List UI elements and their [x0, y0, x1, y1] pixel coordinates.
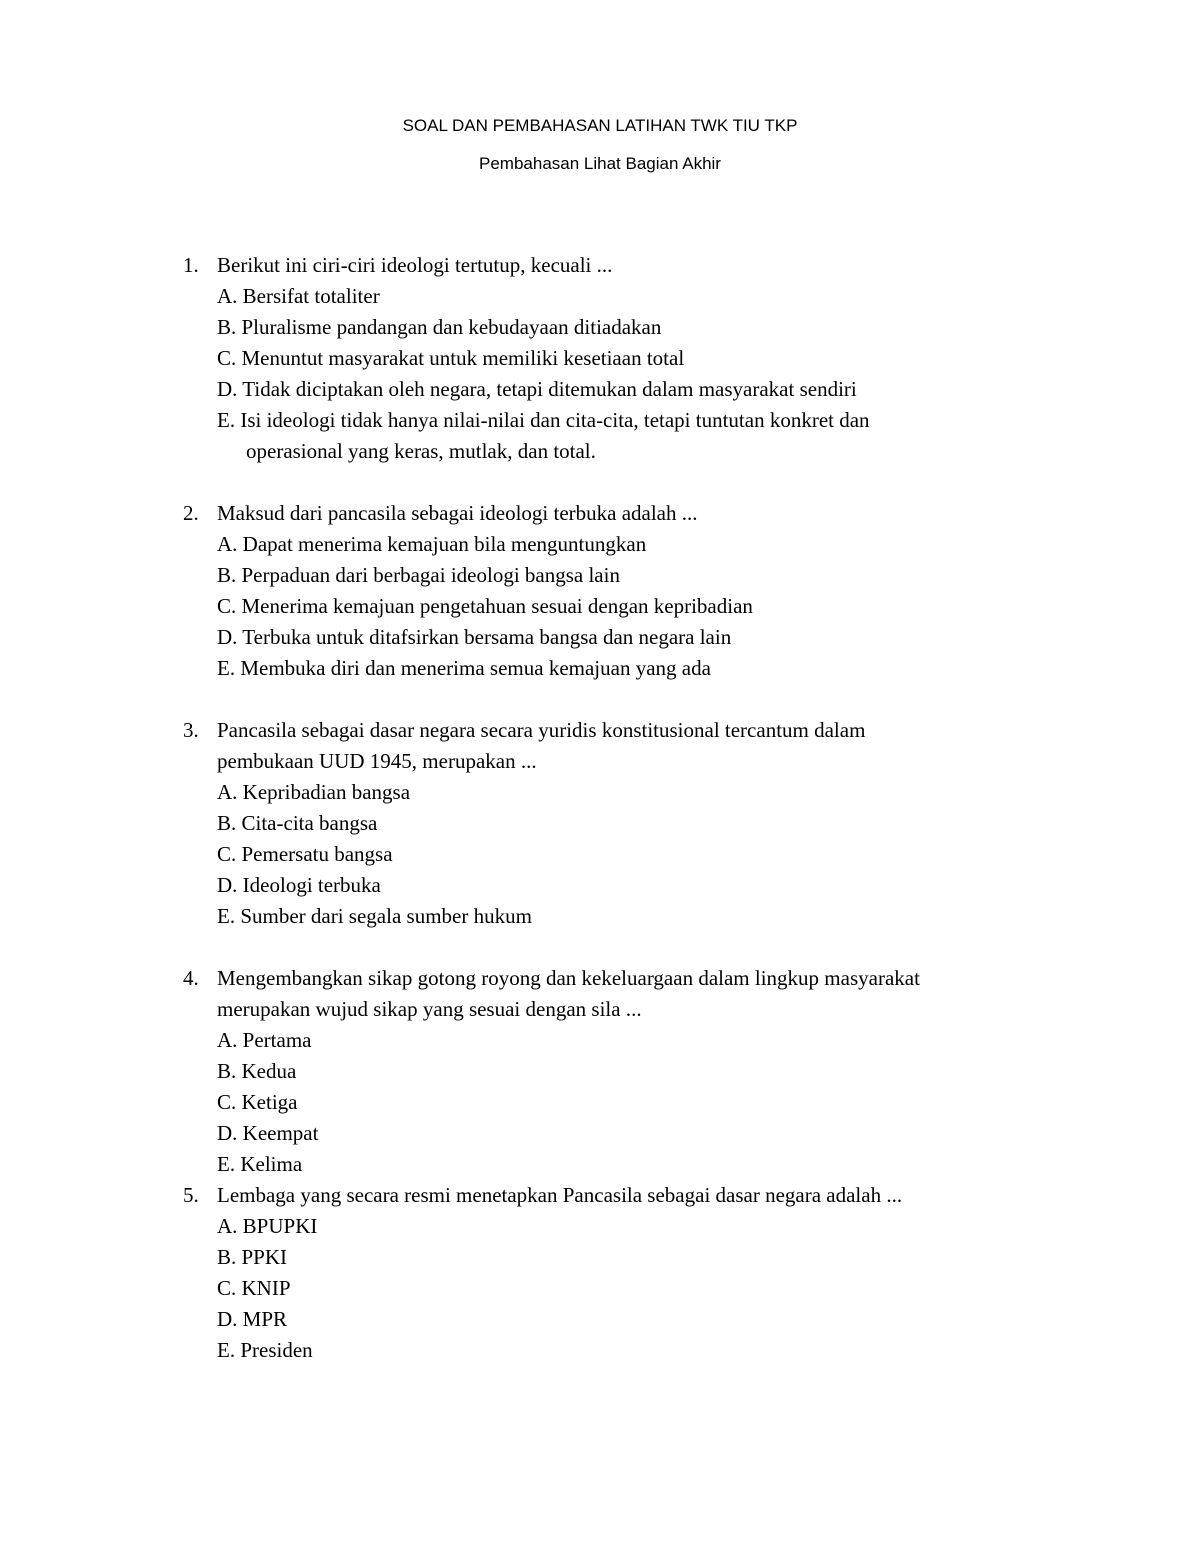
question-number: 5. [183, 1183, 199, 1207]
answer-option: A. Dapat menerima kemajuan bila menguntungkan [217, 532, 647, 556]
question-text: pembukaan UUD 1945, merupakan ... [217, 749, 537, 773]
question-text-line [0, 963, 1017, 994]
answer-option: A. BPUPKI [217, 1214, 318, 1238]
answer-option: E. Sumber dari segala sumber hukum [217, 904, 532, 928]
question-text: merupakan wujud sikap yang sesuai dengan sila ... [217, 997, 642, 1021]
question-text: Berikut ini ciri-ciri ideologi tertutup, kecuali ... [217, 253, 613, 277]
question-list [0, 250, 1200, 1366]
document-title: SOAL DAN PEMBAHASAN LATIHAN TWK TIU TKP [402, 116, 798, 135]
question-text: Mengembangkan sikap gotong royong dan kekeluargaan dalam lingkup masyarakat [217, 966, 920, 990]
answer-option: A. Pertama [217, 1028, 312, 1052]
question-number: 4. [183, 966, 199, 990]
question-4 [0, 963, 1200, 1180]
answer-option: C. Menerima kemajuan pengetahuan sesuai dengan kepribadian [217, 594, 753, 618]
answer-option-continuation: operasional yang keras, mutlak, dan total. [246, 439, 596, 463]
question-2 [0, 498, 1200, 684]
answer-option: E. Presiden [217, 1338, 313, 1362]
answer-option: A. Kepribadian bangsa [217, 780, 411, 804]
question-text-line [0, 498, 1017, 529]
answer-option: C. Menuntut masyarakat untuk memiliki kesetiaan total [217, 346, 685, 370]
question-1 [0, 250, 1200, 467]
answer-option: B. Perpaduan dari berbagai ideologi bangsa lain [217, 563, 620, 587]
answer-option: D. Terbuka untuk ditafsirkan bersama bangsa dan negara lain [217, 625, 732, 649]
answer-option: C. KNIP [217, 1276, 291, 1300]
answer-option: A. Bersifat totaliter [217, 284, 380, 308]
question-text-line [0, 715, 1017, 746]
answer-option: B. Kedua [217, 1059, 297, 1083]
question-text-line [0, 250, 1017, 281]
answer-option: D. Keempat [217, 1121, 319, 1145]
question-text-line [0, 746, 1017, 777]
question-5 [0, 1180, 1200, 1366]
question-text-line [0, 994, 1017, 1025]
answer-option: C. Pemersatu bangsa [217, 842, 393, 866]
answer-option: E. Membuka diri dan menerima semua kemajuan yang ada [217, 656, 711, 680]
question-text-line [0, 1180, 1017, 1211]
answer-option: B. PPKI [217, 1245, 288, 1269]
answer-option: B. Pluralisme pandangan dan kebudayaan ditiadakan [217, 315, 662, 339]
answer-option: D. Tidak diciptakan oleh negara, tetapi ditemukan dalam masyarakat sendiri [217, 377, 857, 401]
answer-option: E. Kelima [217, 1152, 303, 1176]
answer-option: D. MPR [217, 1307, 288, 1331]
question-number: 3. [183, 718, 199, 742]
document-subtitle: Pembahasan Lihat Bagian Akhir [479, 154, 721, 173]
answer-option: E. Isi ideologi tidak hanya nilai-nilai dan cita-cita, tetapi tuntutan konkret dan [217, 408, 870, 432]
answer-option: C. Ketiga [217, 1090, 298, 1114]
question-3 [0, 715, 1200, 932]
answer-option: D. Ideologi terbuka [217, 873, 381, 897]
question-text: Lembaga yang secara resmi menetapkan Pancasila sebagai dasar negara adalah ... [217, 1183, 903, 1207]
question-text: Maksud dari pancasila sebagai ideologi terbuka adalah ... [217, 501, 698, 525]
question-text: Pancasila sebagai dasar negara secara yuridis konstitusional tercantum dalam [217, 718, 866, 742]
question-number: 1. [183, 253, 199, 277]
answer-option: B. Cita-cita bangsa [217, 811, 378, 835]
question-number: 2. [183, 501, 199, 525]
